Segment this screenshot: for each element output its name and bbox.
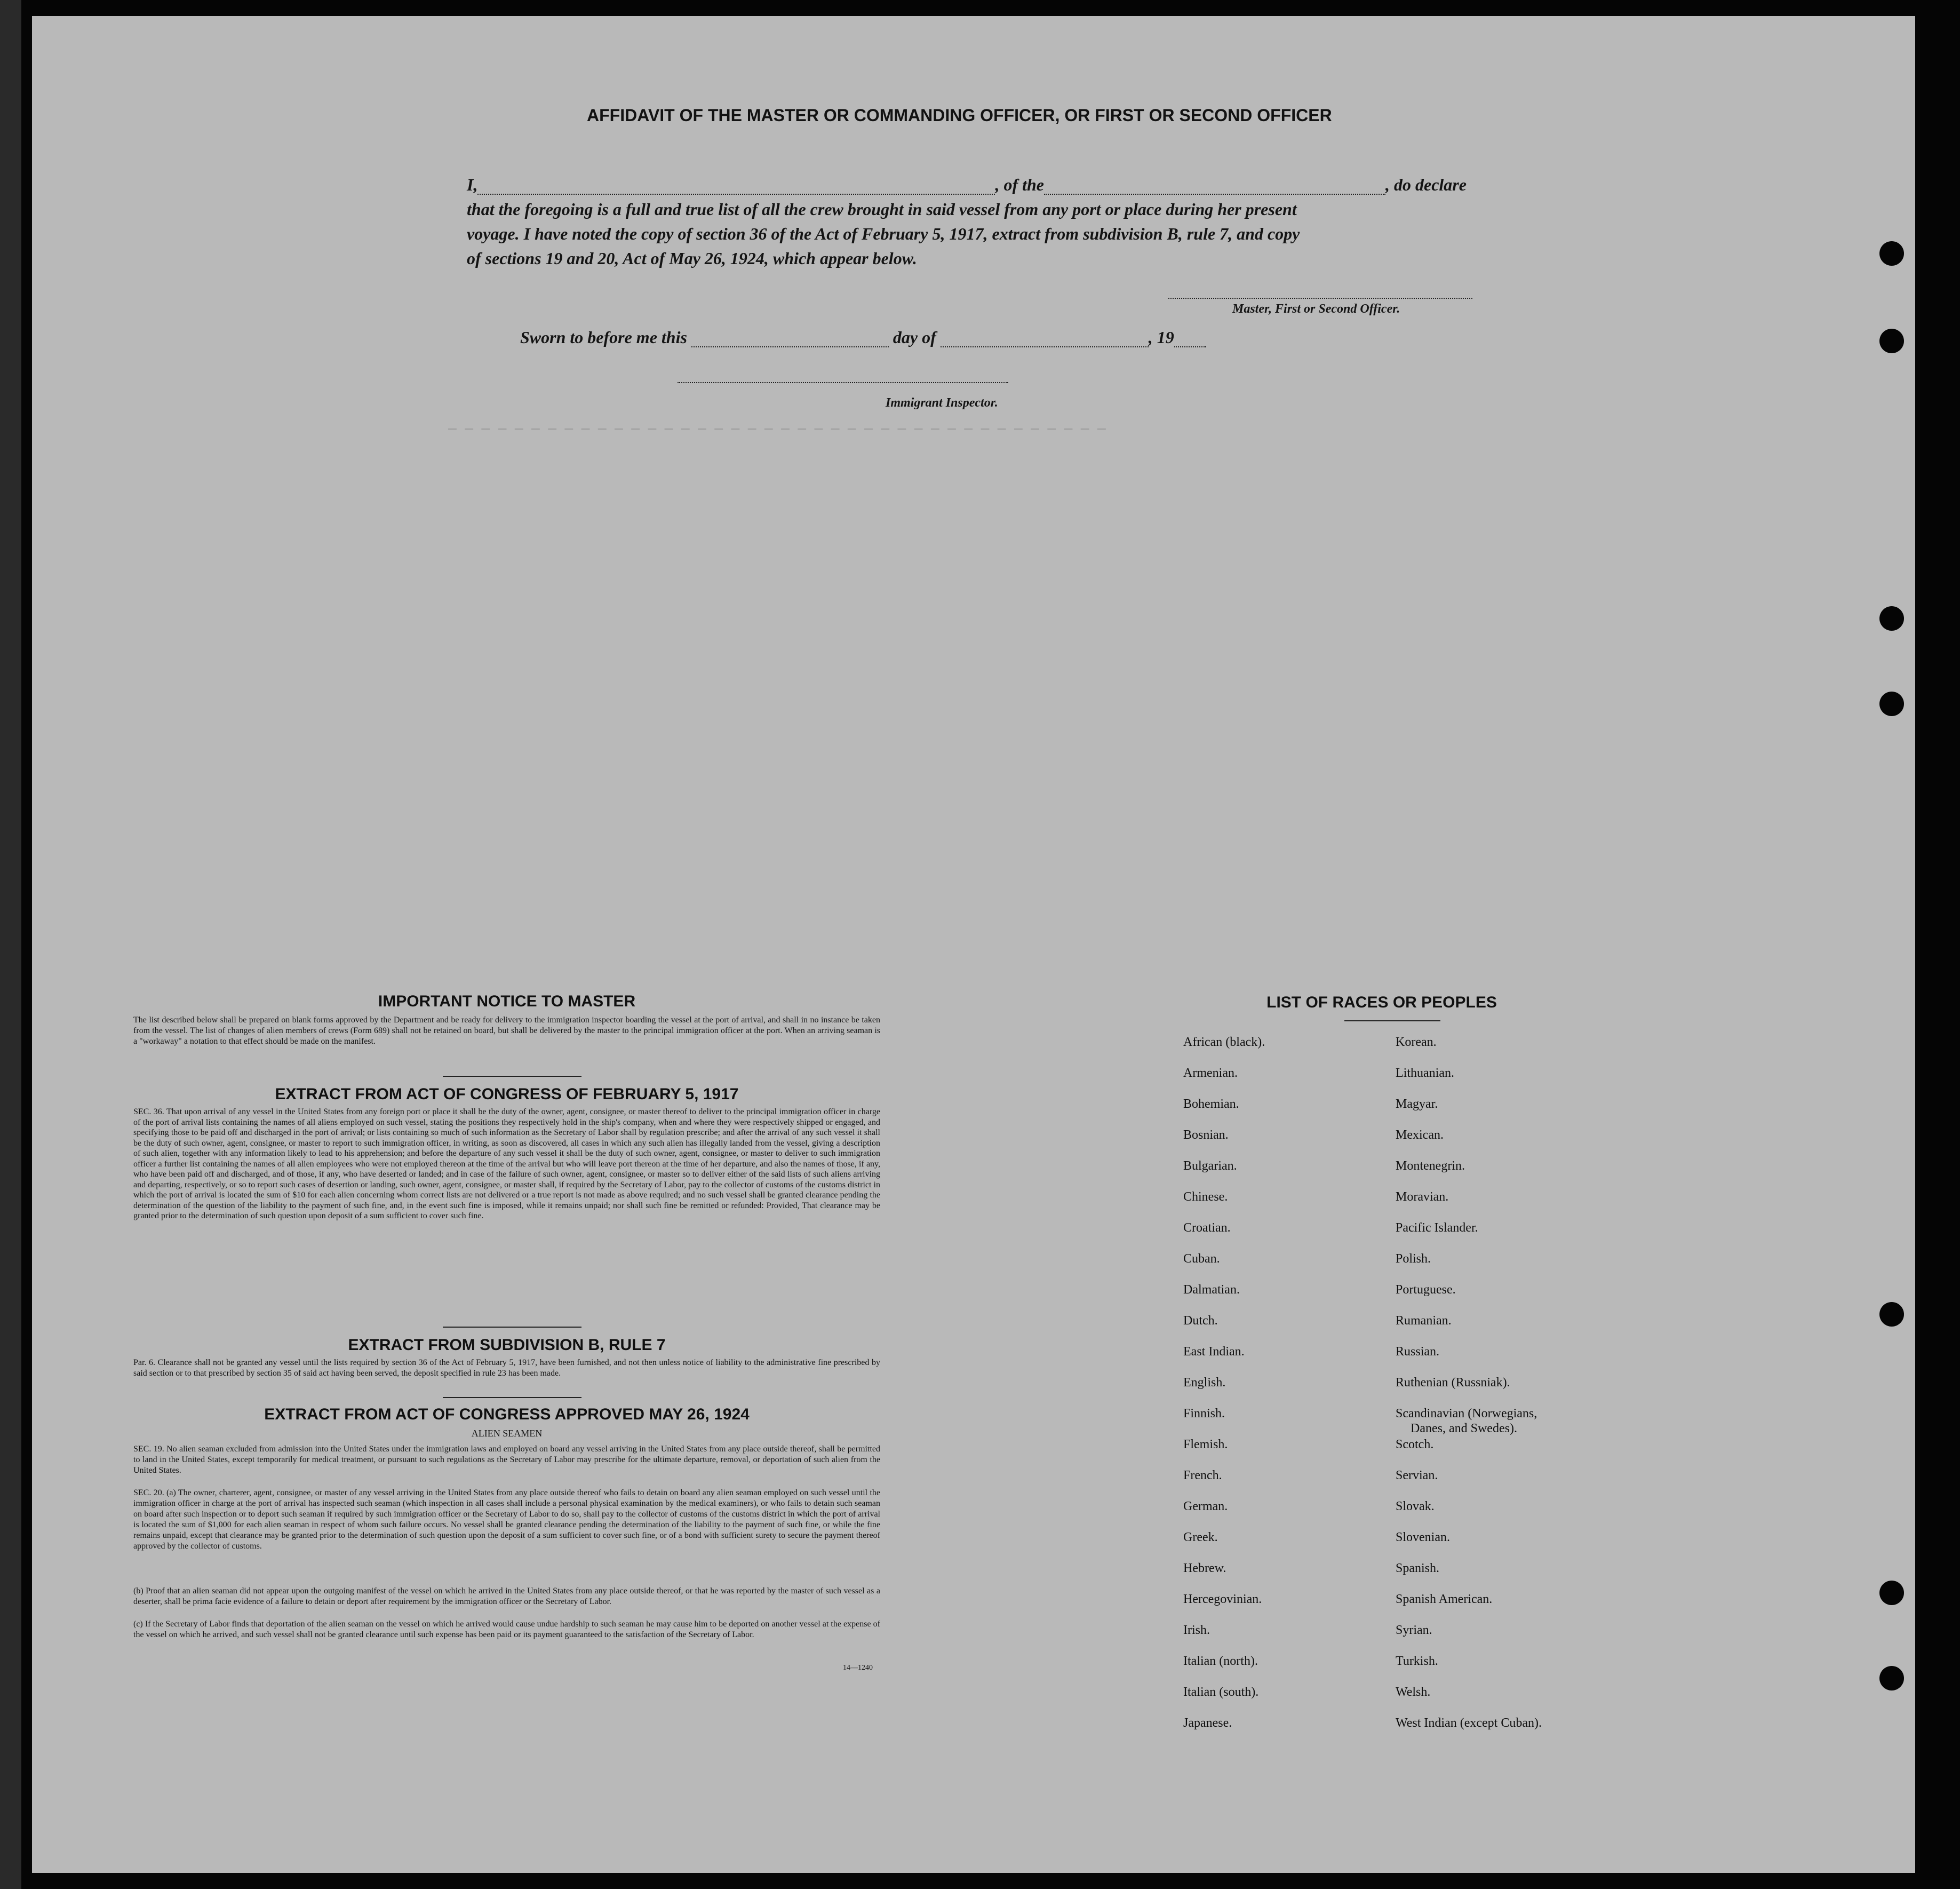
race-item: Ruthenian (Russniak).: [1396, 1376, 1510, 1390]
affidavit-body-line-1: that the foregoing is a full and true list of all the crew brought in said vessel from any port or place during her present: [467, 200, 1297, 219]
race-item: German.: [1183, 1499, 1228, 1513]
race-item: Spanish American.: [1396, 1592, 1493, 1606]
extract-1917-title: EXTRACT FROM ACT OF CONGRESS OF FEBRUARY 5, 1917: [275, 1085, 739, 1103]
divider: [1344, 1020, 1440, 1021]
race-item: Korean.: [1396, 1035, 1437, 1049]
race-item: West Indian (except Cuban).: [1396, 1716, 1542, 1730]
notice-title: IMPORTANT NOTICE TO MASTER: [378, 993, 636, 1010]
race-item: Armenian.: [1183, 1066, 1238, 1080]
affidavit-title: AFFIDAVIT OF THE MASTER OR COMMANDING OFFICER, OR FIRST OR SECOND OFFICER: [587, 106, 1332, 125]
punch-hole: [1879, 1666, 1904, 1690]
extract-1924-sec20a: SEC. 20. (a) The owner, charterer, agent, consignee, or master of any vessel arriving in the United States from any place outside thereof who fails to detain on board any alien seaman employed on such vessel until the immigration officer in charge at the port of arrival has inspected such seaman (which inspection in all cases shall include a personal physical examination by the medical examiners), or who fails to detain such seaman on board after such inspection or to deport such seaman if required by such immigration officer or the Secretary of Labor to do so, shall pay to the collector of customs of the customs district in which the port of arrival is located the sum of $1,000 for each alien seaman in respect of whom such failure occurs. No vessel shall be granted clearance pending the determination of the liability to the payment of such fine, or while the fine remains unpaid, except that clearance may be granted prior to the determination of such question upon the deposit of a sum sufficient to cover such fine, or of a bond with sufficient surety to secure the payment thereof approved by the collector of customs.: [133, 1488, 880, 1551]
race-item: Dutch.: [1183, 1314, 1218, 1328]
race-item: Moravian.: [1396, 1190, 1449, 1204]
extract-1924-sec19: SEC. 19. No alien seaman excluded from admission into the United States under the immigration laws and employed on board any vessel arriving in the United States from any place outside thereof, shall be permitted to land in the United States, except temporarily for medical treatment, or pursuant to such regulations as the Secretary of Labor may prescribe for the ultimate departure, removal, or deportation of such alien from the United States.: [133, 1444, 880, 1475]
race-item: Scotch.: [1396, 1438, 1434, 1451]
race-item: Slovenian.: [1396, 1530, 1450, 1544]
extract-1924-sec20c: (c) If the Secretary of Labor finds that deportation of the alien seaman on the vessel on which he arrived would cause undue hardship to such seaman he may cause him to be deported on another vessel at the expense of the vessel on which he arrived, and such vessel shall not be granted clearance until such expense has been paid or its payment guaranteed to the satisfaction of the Secretary of Labor.: [133, 1620, 880, 1639]
race-item: French.: [1183, 1469, 1222, 1482]
race-item: Spanish.: [1396, 1561, 1440, 1575]
race-item: English.: [1183, 1376, 1226, 1390]
extract-1917-text: SEC. 36. That upon arrival of any vessel in the United States from any foreign port or place it shall be the duty of the owner, agent, consignee, or master thereof to deliver to the principal immigration officer in charge of the port of arrival lists containing the names of all aliens employed on such vessel, stating the positions they respectively hold in the ship's company, when and where they were respectively shipped or engaged, and specifying those to be paid off and discharged in the port of arrival; or lists containing so much of such information as the Secretary of Labor shall by regulation prescribe; and after the arrival of any such vessel it shall be the duty of such owner, agent, consignee, or master to report to such immigration officer, in writing, as soon as discovered, all cases in which any such alien has illegally landed from the vessel, giving a description of such alien, together with any information likely to lead to his apprehension; and before the departure of any such vessel it shall be the duty of such owner, agent, consignee, or master to deliver to such immigration officer a further list containing the names of all alien employees who were not employed thereon at the time of the arrival but who will leave port thereon at the time of her departure, and also the names of those, if any, who have been paid off and discharged, and of those, if any, who have deserted or landed; and in case of the failure of such owner, agent, consignee, or master so to deliver either of the said lists of such aliens arriving and departing, respectively, or so to report such cases of desertion or landing, such owner, agent, consignee, or master shall, if required by the Secretary of Labor, pay to the collector of customs of the customs district in which the port of arrival is located the sum of $10 for each alien concerning whom correct lists are not delivered or a true report is not made as above required; and no such vessel shall be granted clearance pending the determination of the question of the liability to the payment of such fine, and, in the event such fine is imposed, while it remains unpaid; nor shall such fine be remitted or refunded: Provided, That clearance may be granted prior to the determination of such question upon deposit of a sum sufficient to cover such fine.: [133, 1107, 880, 1220]
sworn-line: [520, 328, 1206, 349]
race-item: Greek.: [1183, 1530, 1218, 1544]
of-the-label: , of the: [995, 175, 1044, 194]
master-signature-line[interactable]: [1168, 298, 1472, 299]
race-item: Bosnian.: [1183, 1128, 1229, 1142]
race-item: Croatian.: [1183, 1221, 1231, 1235]
race-item: Slovak.: [1396, 1499, 1435, 1513]
race-item: Magyar.: [1396, 1097, 1438, 1111]
bleed-through-text: ─ ─ ─ ─ ─ ─ ─ ─ ─ ─ ─ ─ ─ ─ ─ ─ ─ ─ ─ ─ ─ ─ ─ ─ ─ ─ ─ ─ ─ ─ ─ ─ ─ ─ ─ ─ ─ ─ ─ ─: [448, 422, 1106, 438]
affidavit-body-line-2: voyage. I have noted the copy of section 36 of the Act of February 5, 1917, extract from subdivision B, rule 7, and copy: [467, 224, 1300, 243]
rule7-title: EXTRACT FROM SUBDIVISION B, RULE 7: [348, 1336, 666, 1354]
race-item: Portuguese.: [1396, 1283, 1456, 1297]
punch-hole: [1879, 692, 1904, 716]
race-item: Syrian.: [1396, 1623, 1432, 1637]
race-item: Italian (south).: [1183, 1685, 1259, 1699]
sworn-year-blank[interactable]: [1174, 346, 1206, 347]
sworn-month-blank[interactable]: [941, 346, 1149, 347]
race-item: Scandinavian (Norwegians,: [1396, 1407, 1537, 1420]
extract-1924-title: EXTRACT FROM ACT OF CONGRESS APPROVED MAY 26, 1924: [264, 1406, 750, 1423]
divider: [443, 1076, 581, 1077]
extract-1924-subtitle: ALIEN SEAMEN: [471, 1428, 543, 1439]
races-title: LIST OF RACES OR PEOPLES: [1266, 994, 1497, 1011]
race-item: Irish.: [1183, 1623, 1210, 1637]
divider: [443, 1327, 581, 1328]
race-item: Flemish.: [1183, 1438, 1228, 1451]
document-sheet: [32, 16, 1915, 1873]
race-item: Turkish.: [1396, 1654, 1438, 1668]
race-item: Lithuanian.: [1396, 1066, 1454, 1080]
race-item: Russian.: [1396, 1345, 1440, 1359]
race-item: Japanese.: [1183, 1716, 1232, 1730]
race-item: Hebrew.: [1183, 1561, 1226, 1575]
rule7-text: Par. 6. Clearance shall not be granted any vessel until the lists required by section 36 of the Act of February 5, 1917, have been furnished, and not then unless notice of liability to the administrative fine prescribed by said section or to that prescribed by section 35 of said act having been served, the deposit specified in rule 23 has been made.: [133, 1358, 880, 1378]
extract-1924-sec20b: (b) Proof that an alien seaman did not appear upon the outgoing manifest of the vessel on which he arrived in the United States from any place outside thereof, or that he was reported by the master of such vessel as a deserter, shall be prima facie evidence of a failure to detain or deport after requirement by the immigration officer or the Secretary of Labor.: [133, 1586, 880, 1606]
inspector-label: Immigrant Inspector.: [886, 396, 998, 410]
race-item: Bohemian.: [1183, 1097, 1239, 1111]
race-item: Montenegrin.: [1396, 1159, 1465, 1173]
i-label: I,: [467, 175, 478, 194]
race-item: Italian (north).: [1183, 1654, 1258, 1668]
year-label: , 19: [1148, 328, 1174, 347]
sworn-day-blank[interactable]: [691, 346, 889, 347]
race-item: African (black).: [1183, 1035, 1265, 1049]
race-item: Welsh.: [1396, 1685, 1431, 1699]
race-item: Bulgarian.: [1183, 1159, 1237, 1173]
notice-text: The list described below shall be prepared on blank forms approved by the Department and be ready for delivery to the immigration inspector boarding the vessel at the port of arrival, and shall in no instance be taken from the vessel. The list of changes of alien members of crews (Form 689) shall not be retained on board, but shall be delivered by the master to the principal immigration officer at the port. When an arriving seaman is a "workaway" a notation to that effect should be made on the manifest.: [133, 1015, 880, 1046]
punch-hole: [1879, 329, 1904, 353]
form-number: 14—1240: [843, 1664, 873, 1672]
affidavit-declare-line: [467, 175, 1555, 196]
do-declare-label: , do declare: [1385, 175, 1467, 194]
race-item: Polish.: [1396, 1252, 1431, 1266]
race-item: East Indian.: [1183, 1345, 1245, 1359]
race-item: Rumanian.: [1396, 1314, 1452, 1328]
punch-hole: [1879, 1581, 1904, 1605]
race-item: Pacific Islander.: [1396, 1221, 1478, 1235]
vessel-blank[interactable]: [1044, 194, 1385, 195]
punch-hole: [1879, 606, 1904, 631]
race-item: Finnish.: [1183, 1407, 1225, 1420]
punch-hole: [1879, 241, 1904, 266]
race-item: Mexican.: [1396, 1128, 1444, 1142]
race-item: Dalmatian.: [1183, 1283, 1240, 1297]
race-item: Cuban.: [1183, 1252, 1220, 1266]
affidavit-body-line-3: of sections 19 and 20, Act of May 26, 1924, which appear below.: [467, 249, 917, 268]
inspector-signature-line[interactable]: [678, 382, 1008, 383]
race-item: Hercegovinian.: [1183, 1592, 1262, 1606]
day-of-label: day of: [893, 328, 936, 347]
scan-edge: [0, 0, 21, 1889]
race-item: Danes, and Swedes).: [1411, 1422, 1517, 1435]
master-signature-label: Master, First or Second Officer.: [1232, 302, 1400, 316]
race-item: Servian.: [1396, 1469, 1438, 1482]
divider: [443, 1397, 581, 1398]
name-blank[interactable]: [477, 194, 995, 195]
race-item: Chinese.: [1183, 1190, 1228, 1204]
sworn-label: Sworn to before me this: [520, 328, 687, 347]
punch-hole: [1879, 1302, 1904, 1327]
